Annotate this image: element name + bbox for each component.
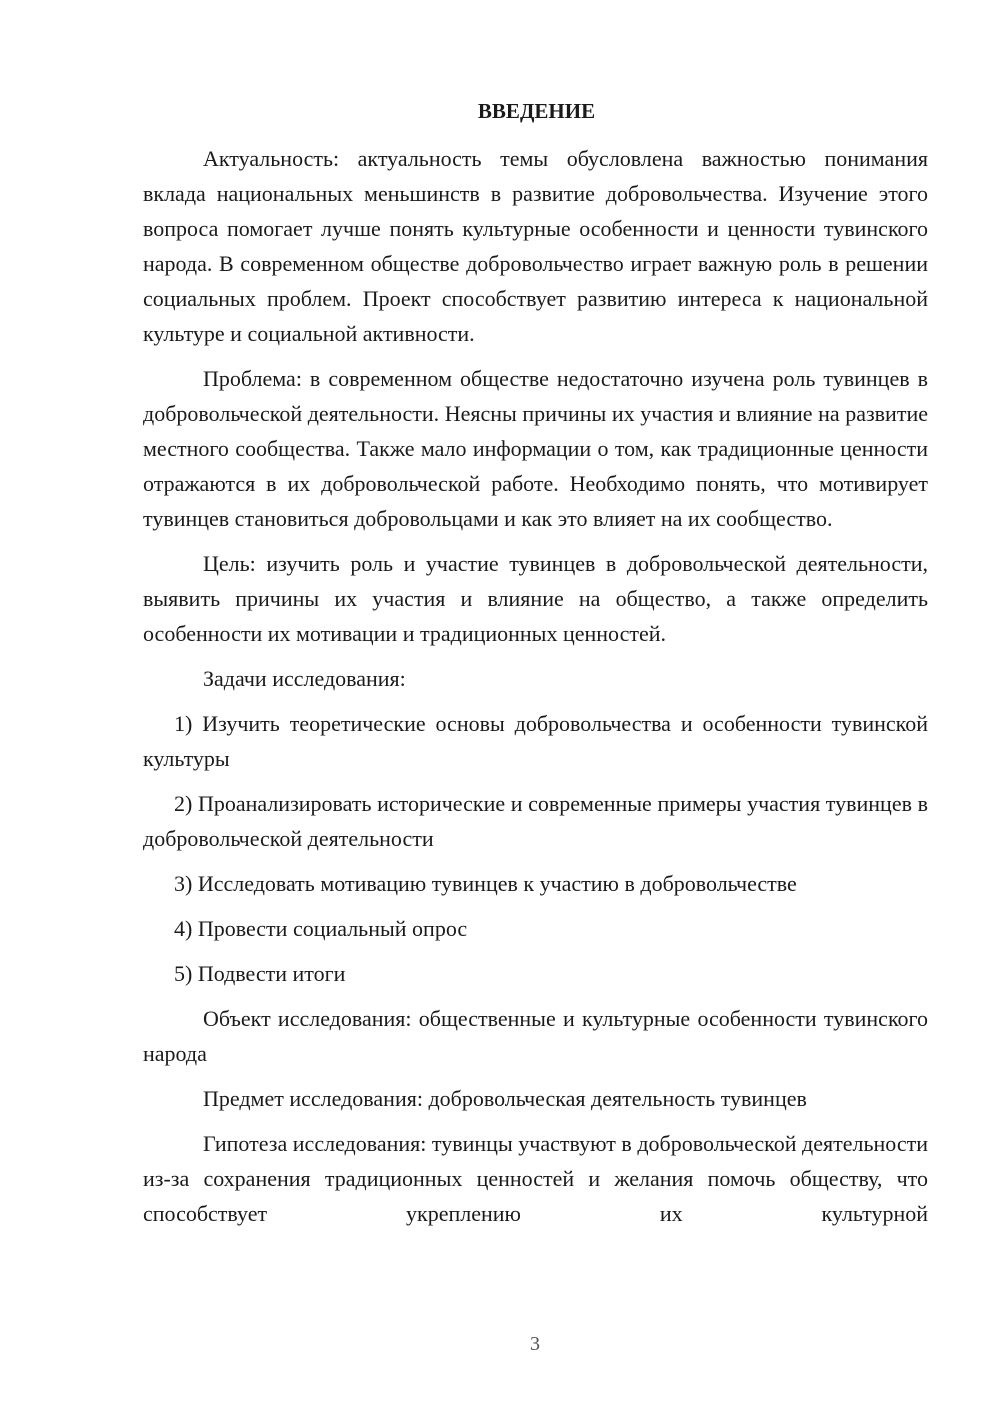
paragraph-relevance: Актуальность: актуальность темы обусловлена важностью понимания вклада национальных меньшинств в развитие добровольчества. Изучение этого вопроса помогает лучше понять культурные особенности и ценности тувинского народа. В современном обществе добровольчество играет важную роль в решении социальных проблем. Проект способствует развитию интереса к национальной культуре и социальной активности. xyxy=(143,146,928,346)
paragraph-problem: Проблема: в современном обществе недостаточно изучена роль тувинцев в добровольческой деятельности. Неясны причины их участия и влияние на развитие местного сообщества. Также мало информации о том, как традиционные ценности отражаются в их добровольческой работе. Необходимо понять, что мотивирует тувинцев становиться добровольцами и как это влияет на их сообщество. xyxy=(143,366,928,531)
task-item-5: 5) Подвести итоги xyxy=(174,961,346,986)
page-content xyxy=(143,94,928,1231)
paragraph-goal: Цель: изучить роль и участие тувинцев в добровольческой деятельности, выявить причины их участия и влияние на общество, а также определить особенности их мотивации и традиционных ценностей. xyxy=(143,551,928,646)
paragraph-hypothesis: Гипотеза исследования: тувинцы участвуют в добровольческой деятельности из-за сохранения традиционных ценностей и желания помочь обществу, что способствует укреплению их культурной xyxy=(143,1131,928,1226)
task-item-2: 2) Проанализировать исторические и современные примеры участия тувинцев в добровольческой деятельности xyxy=(143,791,928,851)
paragraph-subject: Предмет исследования: добровольческая деятельность тувинцев xyxy=(203,1086,807,1111)
tasks-title: Задачи исследования: xyxy=(203,666,406,691)
task-item-1: 1) Изучить теоретические основы добровольчества и особенности тувинской культуры xyxy=(143,711,928,771)
page-number: 3 xyxy=(530,1333,540,1355)
page-title: ВВЕДЕНИЕ xyxy=(477,99,596,123)
task-item-4: 4) Провести социальный опрос xyxy=(174,916,468,941)
paragraph-object: Объект исследования: общественные и культурные особенности тувинского народа xyxy=(143,1006,928,1066)
task-item-3: 3) Исследовать мотивацию тувинцев к участию в добровольчестве xyxy=(174,871,797,896)
